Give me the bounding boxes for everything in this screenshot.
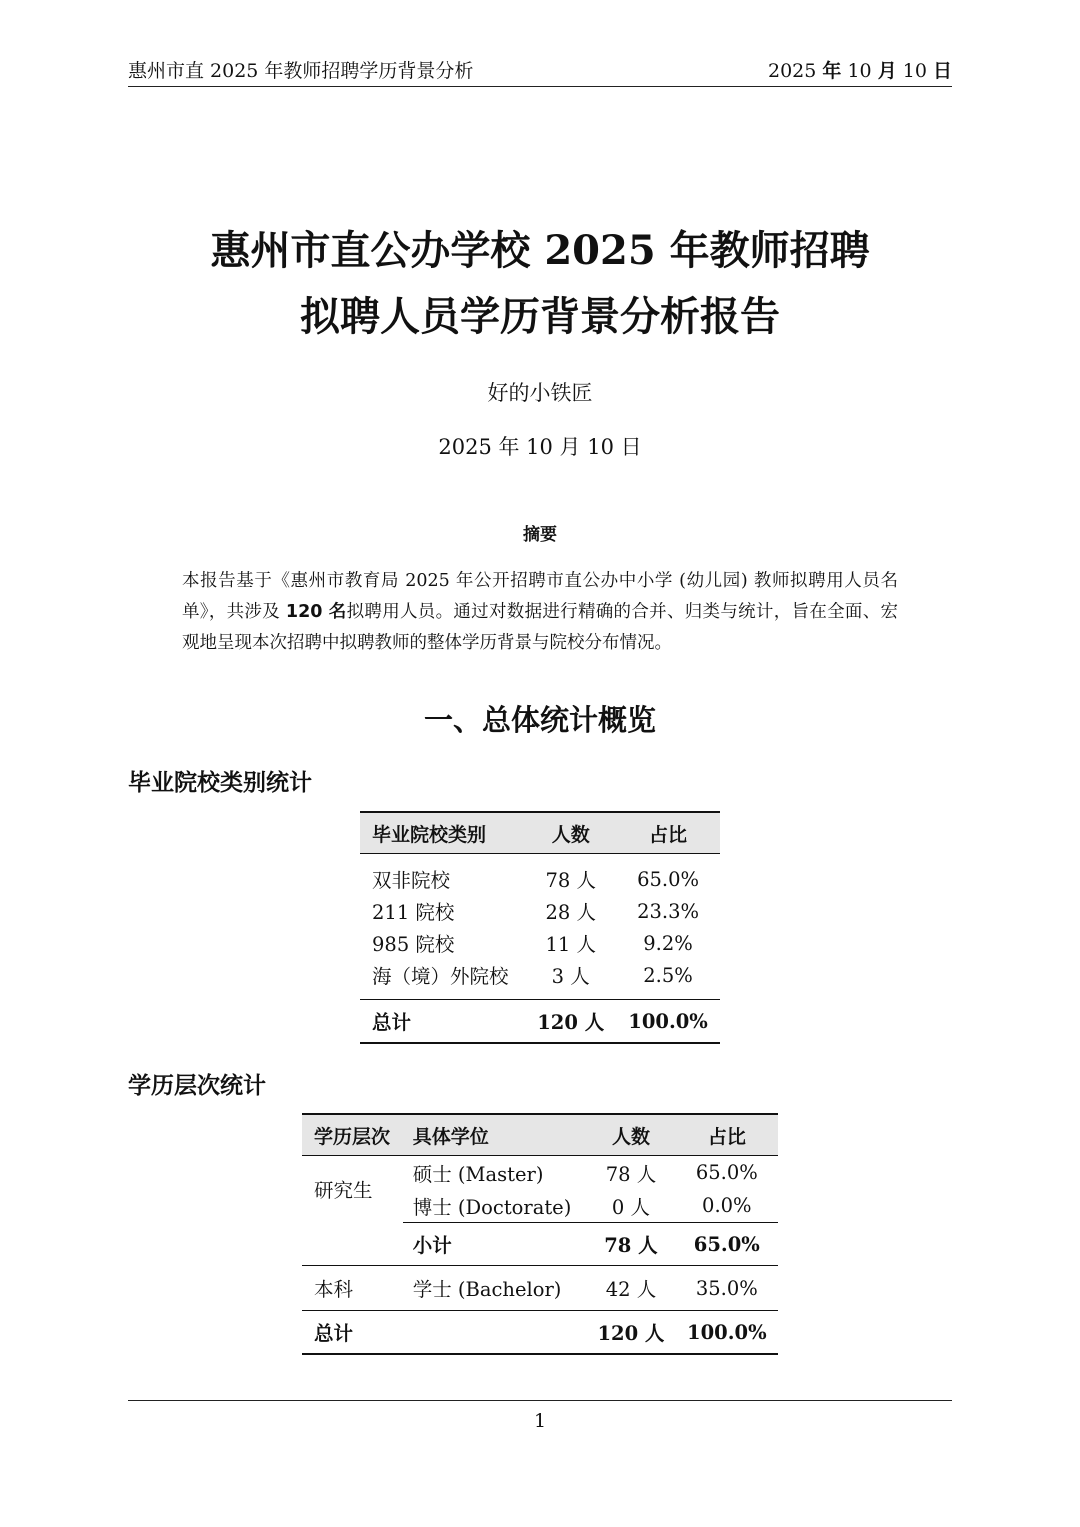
author: 好的小铁匠 bbox=[487, 381, 593, 405]
cell-ratio: 65.0% bbox=[637, 867, 700, 891]
cell-total-count: 120 人 bbox=[537, 1011, 605, 1034]
report-date: 2025 年 10 月 10 日 bbox=[438, 435, 642, 459]
cell-category: 双非院校 bbox=[372, 869, 451, 892]
column-header: 毕业院校类别 bbox=[372, 823, 487, 846]
column-header: 具体学位 bbox=[412, 1125, 489, 1148]
cell-degree: 硕士 (Master) bbox=[412, 1162, 544, 1186]
title-line-1-suffix: 年教师招聘 bbox=[655, 228, 870, 274]
cell-level: 研究生 bbox=[314, 1179, 373, 1203]
cell-ratio: 9.2% bbox=[643, 931, 693, 955]
cell-count: 28 人 bbox=[545, 901, 596, 924]
column-header: 占比 bbox=[649, 823, 688, 846]
cell-count: 0 人 bbox=[586, 1189, 675, 1223]
table-total-row bbox=[302, 1311, 778, 1355]
school-stats-table bbox=[360, 811, 720, 1044]
table-header-row bbox=[360, 812, 720, 854]
cell-ratio: 65.0% bbox=[695, 1161, 758, 1184]
cell-category: 海（境）外院校 bbox=[372, 965, 509, 988]
table-row bbox=[360, 959, 720, 1000]
cell-subtotal-label: 小计 bbox=[412, 1234, 452, 1257]
table-row bbox=[302, 1156, 778, 1190]
footer-divider bbox=[128, 1400, 952, 1401]
title-line-1-prefix: 惠州市直公办学校 bbox=[210, 228, 545, 274]
cell-category: 211 院校 bbox=[372, 901, 455, 924]
abstract-heading: 摘要 bbox=[523, 525, 557, 545]
cell-empty bbox=[302, 1223, 403, 1266]
title-line-2: 拟聘人员学历背景分析报告 bbox=[300, 294, 780, 340]
table-row bbox=[302, 1266, 778, 1311]
cell-subtotal-ratio: 65.0% bbox=[693, 1232, 760, 1256]
header-day-unit: 日 bbox=[932, 60, 952, 82]
table-header-row bbox=[302, 1114, 778, 1156]
column-header: 人数 bbox=[551, 823, 590, 846]
cell-count: 42 人 bbox=[605, 1278, 657, 1301]
section-title: 一、总体统计概览 bbox=[423, 703, 656, 737]
cell-ratio: 0.0% bbox=[676, 1189, 778, 1223]
table-total-row bbox=[360, 1000, 720, 1044]
table-row bbox=[360, 854, 720, 896]
cell-degree: 博士 (Doctorate) bbox=[403, 1189, 587, 1223]
cell-total-count: 120 人 bbox=[597, 1322, 665, 1345]
table-row bbox=[360, 895, 720, 927]
abstract-text bbox=[182, 566, 898, 659]
cell-level: 本科 bbox=[314, 1278, 354, 1301]
title-line-1 bbox=[0, 218, 1080, 284]
cell-degree: 学士 (Bachelor) bbox=[412, 1278, 562, 1301]
column-header: 学历层次 bbox=[314, 1125, 391, 1148]
cell-subtotal-count: 78 人 bbox=[604, 1234, 658, 1257]
column-header: 占比 bbox=[707, 1125, 746, 1148]
table-subtotal-row bbox=[302, 1223, 778, 1266]
abstract-text-bold: 120 名 bbox=[285, 602, 347, 622]
page-number: 1 bbox=[533, 1410, 547, 1432]
header-day: 10 bbox=[902, 60, 927, 82]
header-month-unit: 月 bbox=[877, 60, 897, 82]
header-month: 10 bbox=[847, 60, 872, 82]
cell-count: 78 人 bbox=[545, 869, 596, 892]
cell-total-label: 总计 bbox=[314, 1322, 354, 1345]
cell-total-label: 总计 bbox=[372, 1011, 412, 1034]
cell-count: 78 人 bbox=[605, 1162, 657, 1186]
degree-stats-subtitle: 学历层次统计 bbox=[128, 1073, 266, 1099]
cell-ratio: 23.3% bbox=[637, 899, 700, 923]
header-year-unit: 年 bbox=[822, 60, 842, 82]
cell-total-ratio: 100.0% bbox=[628, 1009, 708, 1033]
cell-ratio: 35.0% bbox=[695, 1276, 758, 1300]
header-year: 2025 bbox=[767, 60, 817, 82]
column-header: 人数 bbox=[611, 1125, 650, 1148]
cell-ratio: 2.5% bbox=[643, 963, 693, 987]
page-title bbox=[0, 218, 1080, 350]
cell-empty bbox=[403, 1311, 587, 1355]
table-row bbox=[360, 927, 720, 959]
abstract-text-after: 拟聘用人员。通过对数据进行精确的合并、归类与统计，旨在全面、宏观地呈现本次招聘中拟聘教师的整体学历背景与院校分布情况。 bbox=[182, 602, 899, 653]
title-line-1-year: 2025 bbox=[544, 227, 656, 274]
running-header bbox=[128, 58, 952, 87]
school-stats-subtitle: 毕业院校类别统计 bbox=[128, 770, 312, 796]
cell-category: 985 院校 bbox=[372, 933, 455, 956]
cell-count: 3 人 bbox=[551, 965, 590, 988]
degree-stats-table bbox=[302, 1113, 778, 1355]
cell-count: 11 人 bbox=[545, 933, 596, 956]
header-left-title: 惠州市直 2025 年教师招聘学历背景分析 bbox=[128, 60, 474, 82]
abstract-text-before: 本报告基于《惠州市教育局 2025 年公开招聘市直公办中小学 (幼儿园) 教师拟聘用人员名单》，共涉及 bbox=[182, 571, 898, 622]
cell-total-ratio: 100.0% bbox=[687, 1320, 767, 1344]
header-date bbox=[768, 58, 952, 84]
